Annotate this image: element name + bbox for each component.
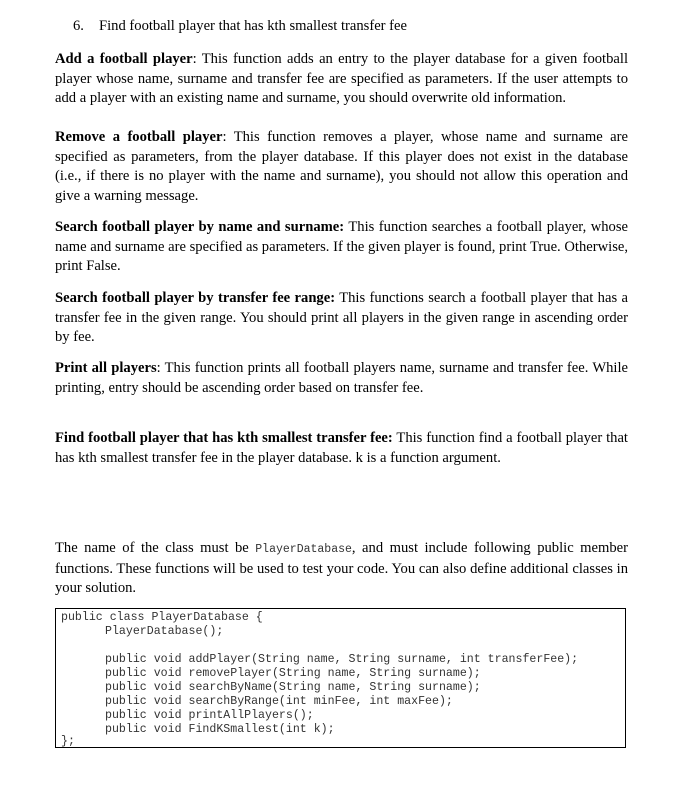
- class-note-before: The name of the class must be: [55, 540, 256, 556]
- print-all-title: Print all players: [55, 360, 157, 376]
- list-item-text: Find football player that has kth smallest transfer fee: [99, 18, 408, 34]
- search-by-range-paragraph: [55, 289, 628, 348]
- code-line-class: public class PlayerDatabase {: [61, 611, 263, 624]
- code-line-remove-player: public void removePlayer(String name, String surname);: [105, 667, 481, 680]
- kth-smallest-paragraph: [55, 429, 628, 468]
- print-all-paragraph: [55, 359, 628, 398]
- code-line-search-by-range: public void searchByRange(int minFee, int maxFee);: [105, 695, 453, 708]
- search-by-name-paragraph: [55, 218, 628, 277]
- class-name-code: PlayerDatabase: [255, 543, 352, 556]
- remove-player-paragraph: [55, 128, 628, 206]
- kth-smallest-title: Find football player that has kth smallest transfer fee:: [55, 430, 393, 446]
- remove-player-title: Remove a football player: [55, 129, 223, 145]
- code-line-constructor: PlayerDatabase();: [105, 625, 224, 638]
- add-player-paragraph: [55, 50, 628, 109]
- code-block: [55, 608, 626, 748]
- numbered-list-item: [73, 17, 633, 37]
- code-line-add-player: public void addPlayer(String name, String surname, int transferFee);: [105, 653, 579, 666]
- remove-player-body: : This function removes a player, whose name and surname are specified as parameters, from the player database. If this player does not exist in the database (i.e., if there is no player with the name and surname), you should not allow this operation and give a warning message.: [55, 129, 628, 204]
- code-line-search-by-name: public void searchByName(String name, String surname);: [105, 681, 481, 694]
- class-requirement-paragraph: [55, 539, 628, 599]
- search-by-name-body: This function searches a football player, whose name and surname are specified as parameters. If the given player is found, print True. Otherwise, print False.: [55, 219, 628, 274]
- search-by-range-body: This functions search a football player that has a transfer fee in the given range. You should print all players in the given range in ascending order by fee.: [55, 290, 628, 345]
- code-line-print-all: public void printAllPlayers();: [105, 709, 314, 722]
- search-by-range-title: Search football player by transfer fee range:: [55, 290, 336, 306]
- search-by-name-title: Search football player by name and surname:: [55, 219, 345, 235]
- print-all-body: : This function prints all football players name, surname and transfer fee. While printing, entry should be ascending order based on transfer fee.: [55, 360, 628, 396]
- class-note-after: , and must include following public member functions. These functions will be used to test your code. You can also define additional classes in your solution.: [55, 540, 628, 596]
- code-line-close: };: [61, 735, 75, 748]
- add-player-title: Add a football player: [55, 51, 193, 67]
- add-player-body: : This function adds an entry to the player database for a given football player whose name, surname and transfer fee are specified as parameters. If the user attempts to add a player with an existing name and surname, you should overwrite old information.: [55, 51, 628, 106]
- list-number: 6.: [73, 18, 84, 34]
- code-line-find-k-smallest: public void FindKSmallest(int k);: [105, 723, 335, 736]
- kth-smallest-body: This function find a football player that has kth smallest transfer fee in the player database. k is a function argument.: [55, 430, 628, 466]
